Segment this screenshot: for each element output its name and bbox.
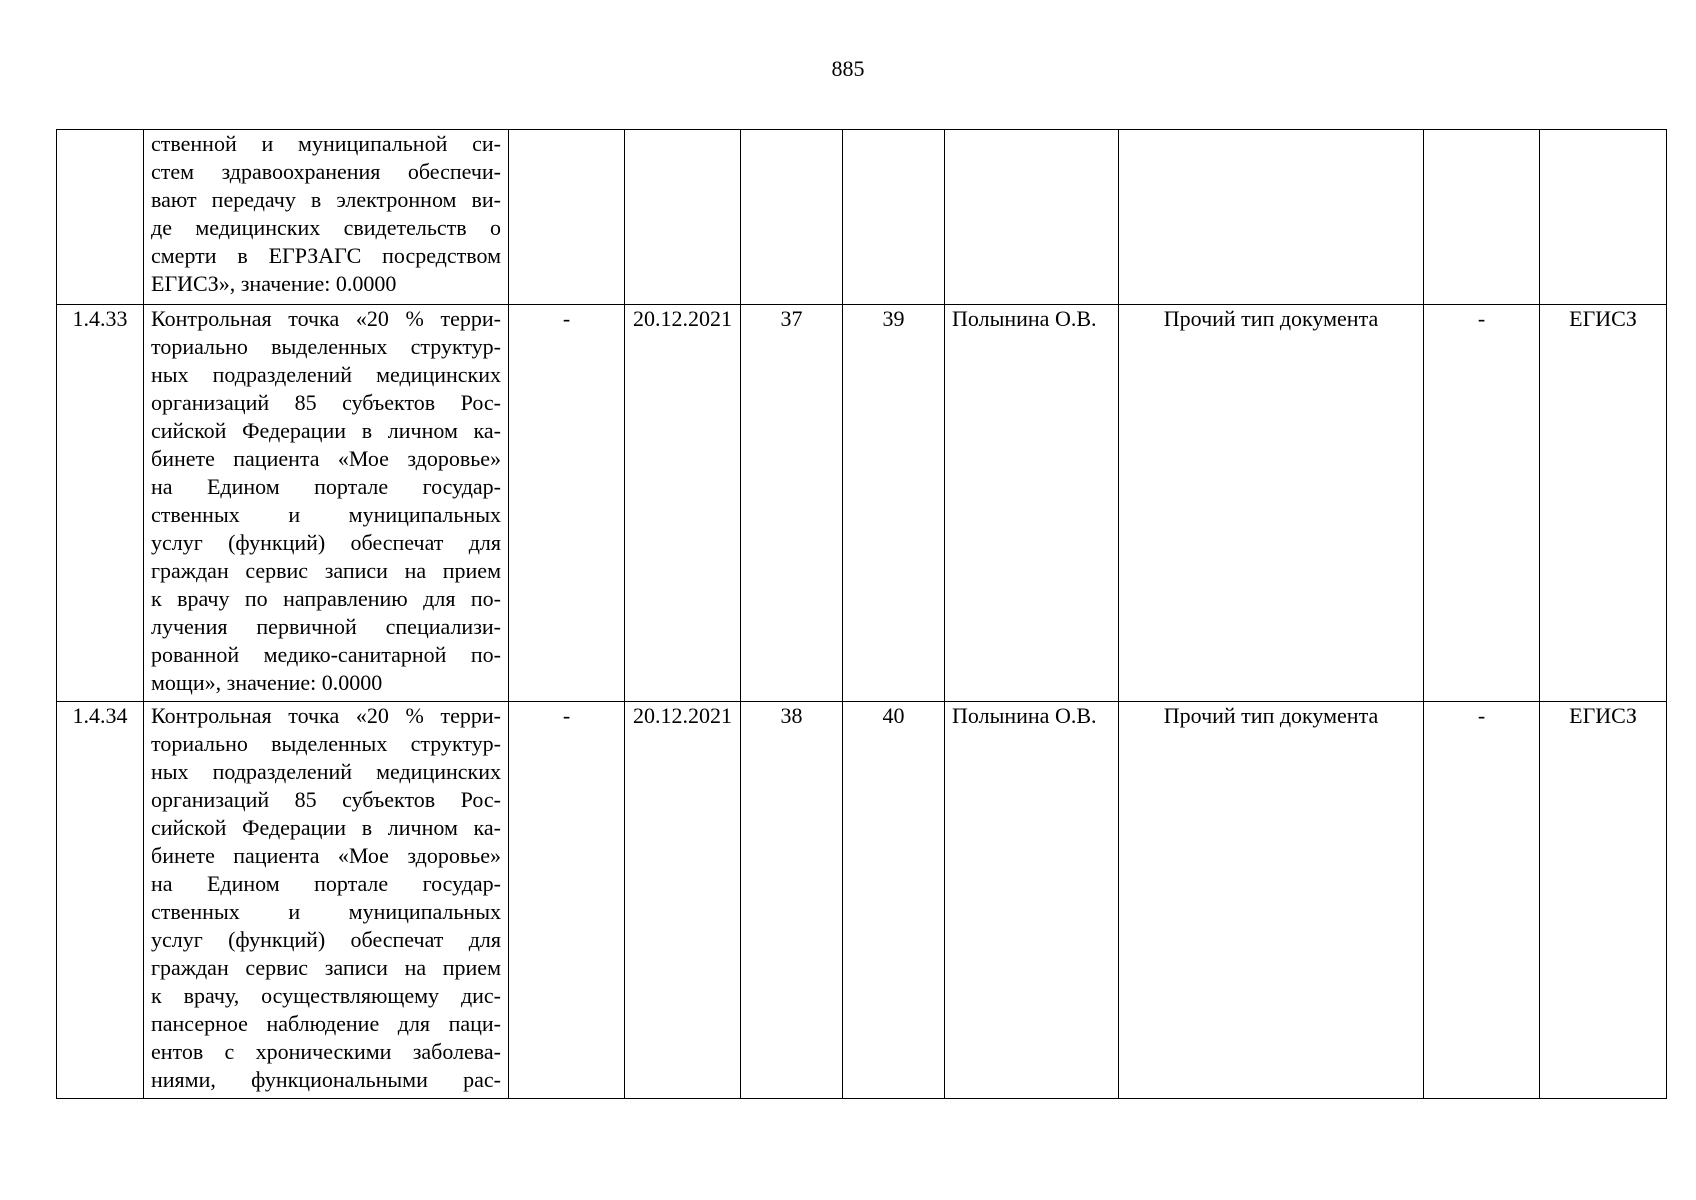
description-line: ториально выделенных структур-	[151, 731, 501, 756]
date-cell	[625, 130, 741, 305]
responsible-person-cell: Полынина О.В.	[945, 305, 1119, 702]
column-5-cell: 37	[741, 305, 843, 702]
description-line: сийской Федерации в личном ка-	[151, 418, 501, 443]
column-3-cell: -	[509, 702, 625, 1099]
page-number: 885	[831, 56, 865, 81]
item-number-cell: 1.4.34	[57, 702, 144, 1099]
system-cell: ЕГИСЗ	[1540, 305, 1667, 702]
system-cell: ЕГИСЗ	[1540, 702, 1667, 1099]
document-type-cell	[1119, 130, 1424, 305]
description-line: на Едином портале государ-	[151, 474, 501, 499]
column-5-cell: 38	[741, 702, 843, 1099]
column-3-cell	[509, 130, 625, 305]
description-line: сийской Федерации в личном ка-	[151, 815, 501, 840]
document-type-cell: Прочий тип документа	[1119, 305, 1424, 702]
column-3-cell: -	[509, 305, 625, 702]
date-cell: 20.12.2021	[625, 305, 741, 702]
description-line: ниями, функциональными рас-	[151, 1067, 501, 1092]
description-cell	[144, 702, 509, 1099]
item-number-cell: 1.4.33	[57, 305, 144, 702]
description-line: организаций 85 субъектов Рос-	[151, 787, 501, 812]
column-6-cell	[843, 130, 945, 305]
description-line: бинете пациента «Мое здоровье»	[151, 843, 501, 868]
description-line: к врачу, осуществляющему дис-	[151, 983, 501, 1008]
column-6-cell: 39	[843, 305, 945, 702]
responsible-person-cell	[945, 130, 1119, 305]
description-line: пансерное наблюдение для паци-	[151, 1011, 501, 1036]
column-9-cell: -	[1424, 702, 1540, 1099]
description-line: ственных и муниципальных	[151, 899, 501, 924]
description-line: Контрольная точка «20 % терри-	[151, 306, 501, 331]
description-line: лучения первичной специализи-	[151, 614, 501, 639]
description-line: ственной и муниципальной си-	[151, 131, 501, 156]
description-line: смерти в ЕГРЗАГС посредством	[151, 243, 501, 268]
document-type-cell: Прочий тип документа	[1119, 702, 1424, 1099]
description-line: рованной медико-санитарной по-	[151, 642, 501, 667]
description-line: ториально выделенных структур-	[151, 334, 501, 359]
table-row	[57, 702, 1667, 1099]
column-9-cell: -	[1424, 305, 1540, 702]
system-cell	[1540, 130, 1667, 305]
description-line: ственных и муниципальных	[151, 502, 501, 527]
description-line: бинете пациента «Мое здоровье»	[151, 446, 501, 471]
item-number-cell	[57, 130, 144, 305]
column-9-cell	[1424, 130, 1540, 305]
description-line: мощи», значение: 0.0000	[151, 670, 383, 695]
description-line: к врачу по направлению для по-	[151, 586, 501, 611]
description-line: де медицинских свидетельств о	[151, 215, 501, 240]
description-line: граждан сервис записи на прием	[151, 558, 501, 583]
description-line: услуг (функций) обеспечат для	[151, 530, 501, 555]
column-5-cell	[741, 130, 843, 305]
table-row	[57, 305, 1667, 702]
column-6-cell: 40	[843, 702, 945, 1099]
description-cell	[144, 130, 509, 305]
description-line: вают передачу в электронном ви-	[151, 187, 501, 212]
responsible-person-cell: Полынина О.В.	[945, 702, 1119, 1099]
description-line: ЕГИСЗ», значение: 0.0000	[151, 271, 397, 296]
description-line: Контрольная точка «20 % терри-	[151, 703, 501, 728]
description-line: на Едином портале государ-	[151, 871, 501, 896]
description-line: организаций 85 субъектов Рос-	[151, 390, 501, 415]
description-line: ных подразделений медицинских	[151, 759, 501, 784]
description-line: ных подразделений медицинских	[151, 362, 501, 387]
description-line: стем здравоохранения обеспечи-	[151, 159, 501, 184]
description-line: граждан сервис записи на прием	[151, 955, 501, 980]
description-line: ентов с хроническими заболева-	[151, 1039, 501, 1064]
table-row	[57, 130, 1667, 305]
description-line: услуг (функций) обеспечат для	[151, 927, 501, 952]
document-table	[56, 129, 1667, 1099]
description-cell	[144, 305, 509, 702]
date-cell: 20.12.2021	[625, 702, 741, 1099]
